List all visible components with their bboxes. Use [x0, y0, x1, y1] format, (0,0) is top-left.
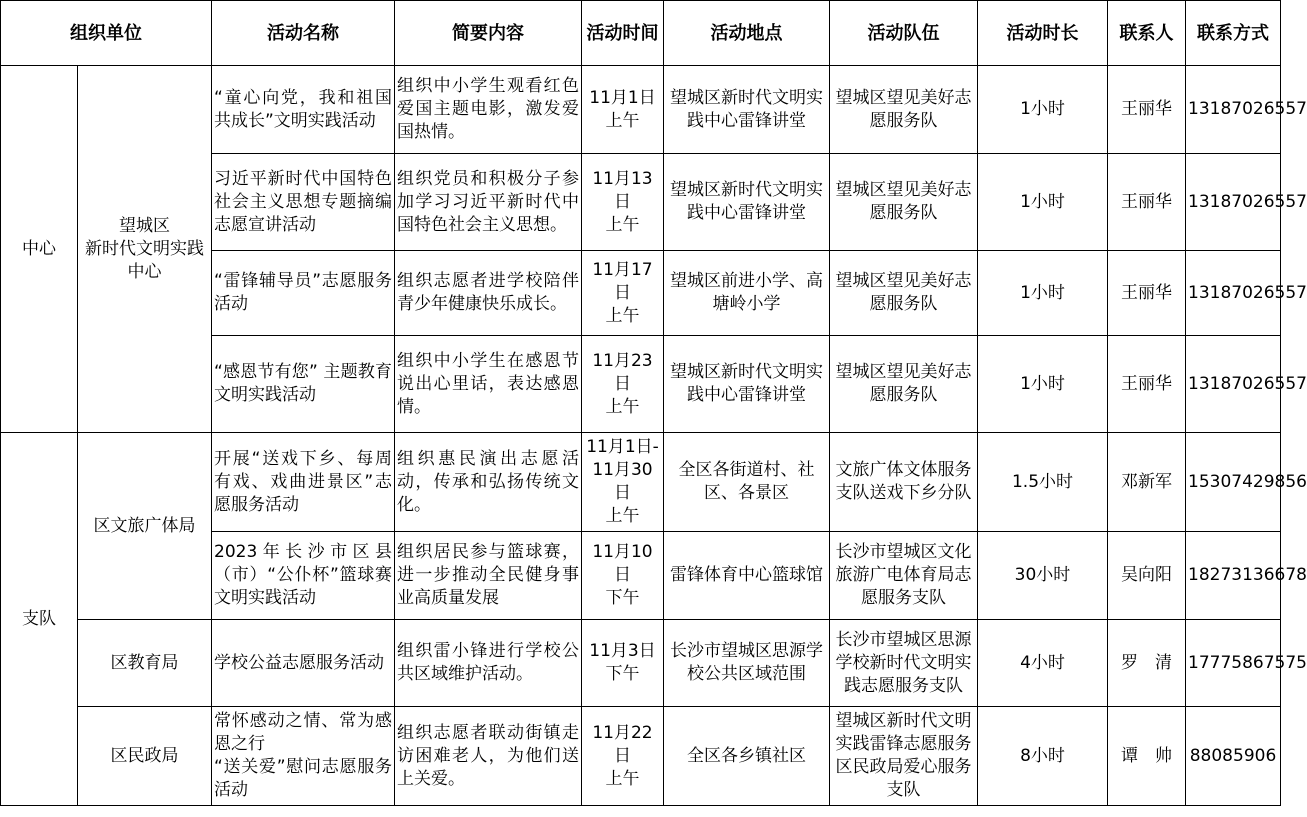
table-row	[1, 66, 1281, 154]
table-row	[1, 433, 1281, 532]
cell-name: “感恩节有您” 主题教育文明实践活动	[212, 336, 395, 433]
cell-place: 全区各乡镇社区	[664, 707, 830, 806]
cell-time: 11月3日 下午	[582, 620, 664, 707]
cell-name: “童心向党，我和祖国共成长”文明实践活动	[212, 66, 395, 154]
header-phone: 联系方式	[1186, 1, 1281, 66]
cell-duration: 8小时	[978, 707, 1108, 806]
cell-contact: 罗 清	[1108, 620, 1186, 707]
cell-content: 组织雷小锋进行学校公共区域维护活动。	[395, 620, 582, 707]
cell-team: 望城区望见美好志愿服务队	[830, 336, 978, 433]
cell-content: 组织志愿者进学校陪伴青少年健康快乐成长。	[395, 251, 582, 336]
cell-name: 学校公益志愿服务活动	[212, 620, 395, 707]
cell-name: 开展“送戏下乡、每周有戏、戏曲进景区”志愿服务活动	[212, 433, 395, 532]
header-org: 组织单位	[1, 1, 212, 66]
cell-team: 长沙市望城区文化旅游广电体育局志愿服务支队	[830, 532, 978, 620]
header-team: 活动队伍	[830, 1, 978, 66]
header-content: 简要内容	[395, 1, 582, 66]
cell-phone: 13187026557	[1186, 154, 1281, 251]
cell-contact: 谭 帅	[1108, 707, 1186, 806]
group-center: 中心	[1, 66, 78, 433]
group-branch: 支队	[1, 433, 78, 806]
unit-center: 望城区 新时代文明实践中心	[78, 66, 212, 433]
cell-name: 常怀感动之情、常为感恩之行 “送关爱”慰问志愿服务活动	[212, 707, 395, 806]
cell-contact: 邓新军	[1108, 433, 1186, 532]
cell-team: 望城区新时代文明实践雷锋志愿服务区民政局爱心服务支队	[830, 707, 978, 806]
cell-time: 11月10日 下午	[582, 532, 664, 620]
cell-place: 雷锋体育中心篮球馆	[664, 532, 830, 620]
cell-time: 11月23日 上午	[582, 336, 664, 433]
cell-content: 组织党员和积极分子参加学习习近平新时代中国特色社会主义思想。	[395, 154, 582, 251]
cell-duration: 30小时	[978, 532, 1108, 620]
unit-culture: 区文旅广体局	[78, 433, 212, 620]
table-row	[1, 707, 1281, 806]
cell-team: 文旅广体文体服务支队送戏下乡分队	[830, 433, 978, 532]
cell-duration: 1小时	[978, 251, 1108, 336]
cell-team: 望城区望见美好志愿服务队	[830, 154, 978, 251]
header-time: 活动时间	[582, 1, 664, 66]
header-contact: 联系人	[1108, 1, 1186, 66]
cell-place: 望城区前进小学、高塘岭小学	[664, 251, 830, 336]
cell-time: 11月17日 上午	[582, 251, 664, 336]
cell-contact: 王丽华	[1108, 336, 1186, 433]
cell-duration: 1小时	[978, 154, 1108, 251]
cell-place: 望城区新时代文明实践中心雷锋讲堂	[664, 336, 830, 433]
cell-phone: 13187026557	[1186, 251, 1281, 336]
table-row	[1, 620, 1281, 707]
cell-contact: 王丽华	[1108, 251, 1186, 336]
cell-team: 望城区望见美好志愿服务队	[830, 66, 978, 154]
cell-place: 全区各街道村、社区、各景区	[664, 433, 830, 532]
cell-phone: 88085906	[1186, 707, 1281, 806]
cell-content: 组织居民参与篮球赛，进一步推动全民健身事业高质量发展	[395, 532, 582, 620]
cell-content: 组织志愿者联动街镇走访困难老人，为他们送上关爱。	[395, 707, 582, 806]
cell-time: 11月22日 上午	[582, 707, 664, 806]
header-place: 活动地点	[664, 1, 830, 66]
cell-team: 望城区望见美好志愿服务队	[830, 251, 978, 336]
cell-place: 长沙市望城区思源学校公共区域范围	[664, 620, 830, 707]
cell-phone: 13187026557	[1186, 66, 1281, 154]
cell-content: 组织中小学生在感恩节说出心里话，表达感恩情。	[395, 336, 582, 433]
header-duration: 活动时长	[978, 1, 1108, 66]
cell-name: 习近平新时代中国特色社会主义思想专题摘编志愿宣讲活动	[212, 154, 395, 251]
cell-time: 11月1日- 11月30日 上午	[582, 433, 664, 532]
cell-time: 11月13日 上午	[582, 154, 664, 251]
cell-phone: 17775867575	[1186, 620, 1281, 707]
cell-place: 望城区新时代文明实践中心雷锋讲堂	[664, 66, 830, 154]
cell-content: 组织中小学生观看红色爱国主题电影，激发爱国热情。	[395, 66, 582, 154]
cell-duration: 4小时	[978, 620, 1108, 707]
cell-contact: 王丽华	[1108, 66, 1186, 154]
cell-contact: 吴向阳	[1108, 532, 1186, 620]
cell-duration: 1小时	[978, 336, 1108, 433]
header-row	[1, 1, 1281, 66]
cell-content: 组织惠民演出志愿活动，传承和弘扬传统文化。	[395, 433, 582, 532]
cell-name: “雷锋辅导员”志愿服务活动	[212, 251, 395, 336]
cell-duration: 1.5小时	[978, 433, 1108, 532]
cell-place: 望城区新时代文明实践中心雷锋讲堂	[664, 154, 830, 251]
header-name: 活动名称	[212, 1, 395, 66]
cell-team: 长沙市望城区思源学校新时代文明实践志愿服务支队	[830, 620, 978, 707]
cell-phone: 18273136678	[1186, 532, 1281, 620]
cell-contact: 王丽华	[1108, 154, 1186, 251]
cell-phone: 13187026557	[1186, 336, 1281, 433]
cell-duration: 1小时	[978, 66, 1108, 154]
cell-phone: 15307429856	[1186, 433, 1281, 532]
unit-civil: 区民政局	[78, 707, 212, 806]
unit-education: 区教育局	[78, 620, 212, 707]
cell-name: 2023年长沙市区县（市）“公仆杯”篮球赛文明实践活动	[212, 532, 395, 620]
cell-time: 11月1日 上午	[582, 66, 664, 154]
